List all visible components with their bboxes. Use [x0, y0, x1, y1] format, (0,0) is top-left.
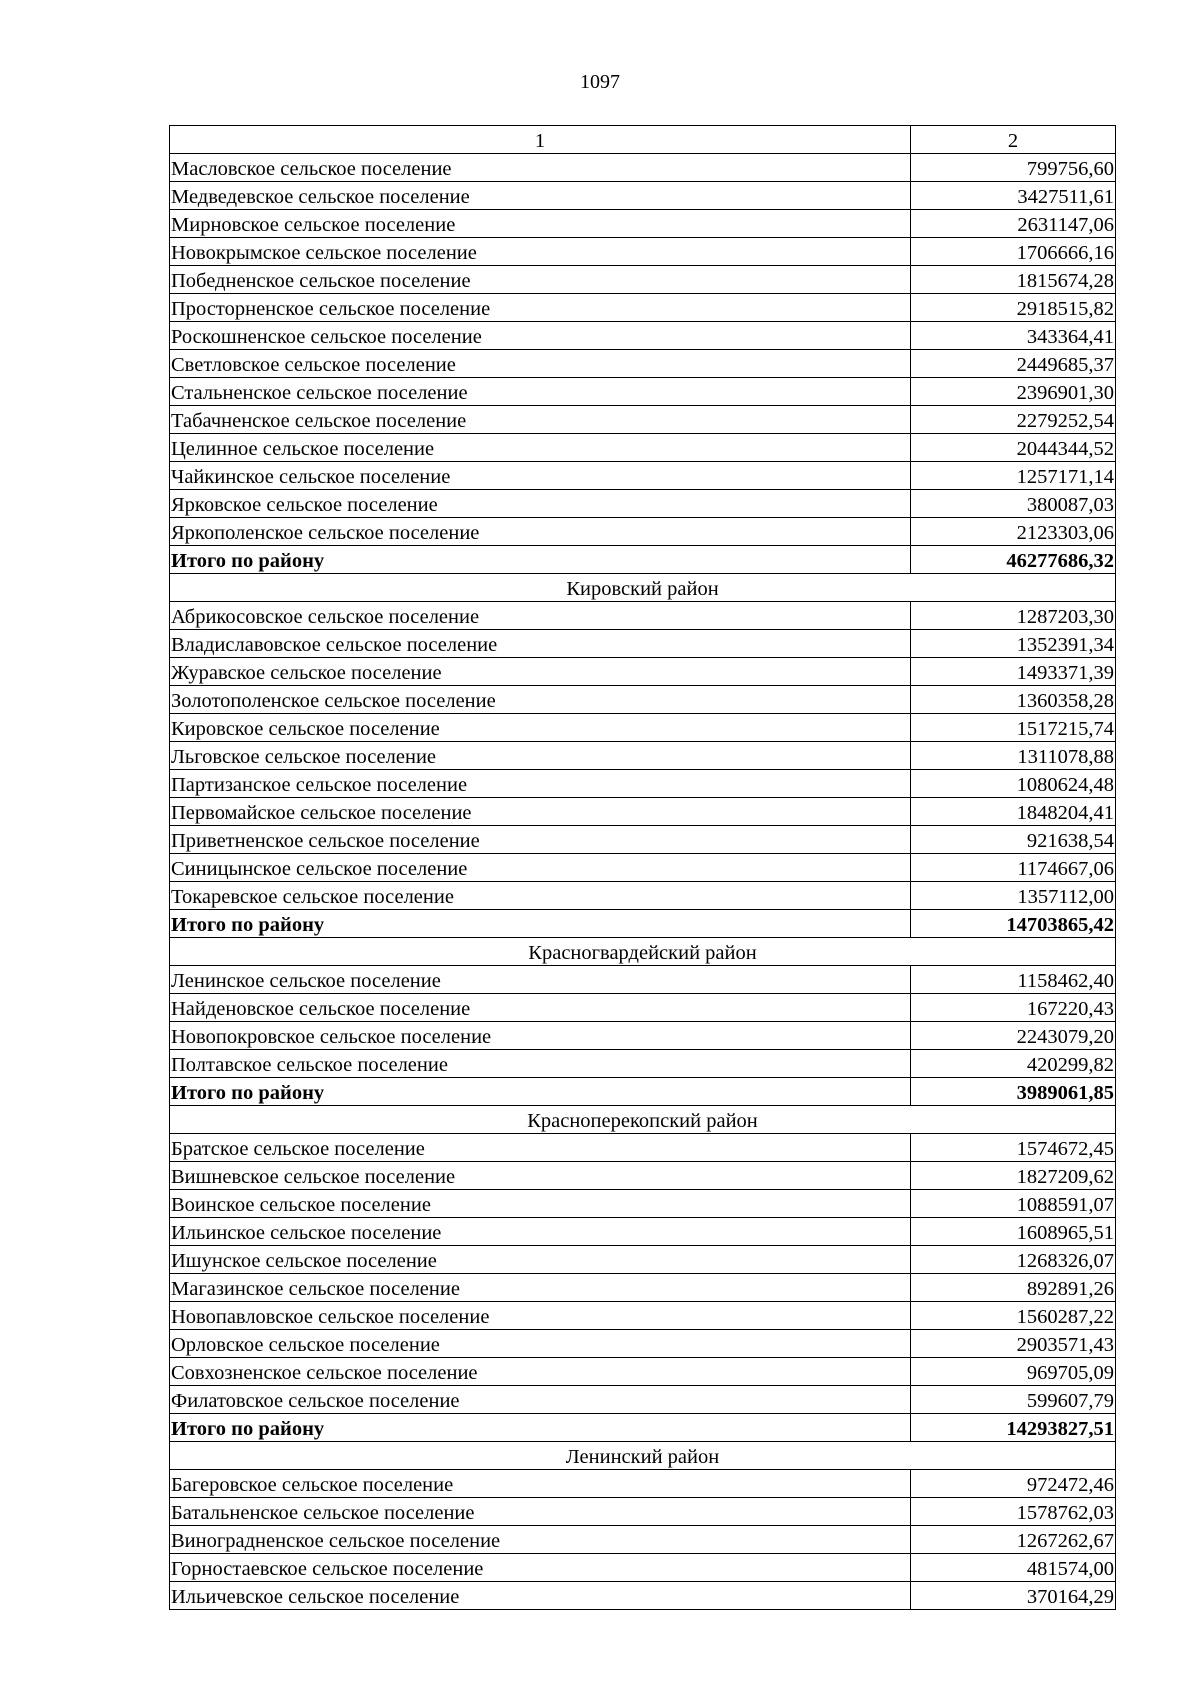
- amount-value: 969705,09: [911, 1358, 1116, 1386]
- settlement-name: Журавское сельское поселение: [170, 658, 911, 686]
- settlement-name: Филатовское сельское поселение: [170, 1386, 911, 1414]
- settlement-name: Ярковское сельское поселение: [170, 490, 911, 518]
- amount-value: 1493371,39: [911, 658, 1116, 686]
- table-row: [170, 1302, 1116, 1330]
- amount-value: 972472,46: [911, 1470, 1116, 1498]
- settlement-name: Приветненское сельское поселение: [170, 826, 911, 854]
- settlement-name: Мирновское сельское поселение: [170, 210, 911, 238]
- amount-value: 2918515,82: [911, 294, 1116, 322]
- table-row: [170, 882, 1116, 910]
- settlement-name: Токаревское сельское поселение: [170, 882, 911, 910]
- amount-value: 1815674,28: [911, 266, 1116, 294]
- table-row: [170, 1386, 1116, 1414]
- table-row: [170, 1022, 1116, 1050]
- settlement-name: Целинное сельское поселение: [170, 434, 911, 462]
- district-header-row: [170, 1106, 1116, 1134]
- table-row: [170, 602, 1116, 630]
- table-row: [170, 1526, 1116, 1554]
- district-header-row: [170, 1442, 1116, 1470]
- total-label: Итого по району: [170, 910, 911, 938]
- table-row: [170, 630, 1116, 658]
- settlement-name: Табачненское сельское поселение: [170, 406, 911, 434]
- settlement-name: Новопавловское сельское поселение: [170, 1302, 911, 1330]
- amount-value: 1287203,30: [911, 602, 1116, 630]
- amount-value: 2044344,52: [911, 434, 1116, 462]
- table-row: [170, 1134, 1116, 1162]
- settlement-name: Магазинское сельское поселение: [170, 1274, 911, 1302]
- table-row: [170, 742, 1116, 770]
- table-row: [170, 518, 1116, 546]
- district-total-row: [170, 910, 1116, 938]
- total-value: 46277686,32: [911, 546, 1116, 574]
- total-value: 3989061,85: [911, 1078, 1116, 1106]
- table-row: [170, 210, 1116, 238]
- amount-value: 1267262,67: [911, 1526, 1116, 1554]
- table-row: [170, 658, 1116, 686]
- table-row: [170, 714, 1116, 742]
- table-row: [170, 182, 1116, 210]
- table-row: [170, 994, 1116, 1022]
- settlement-name: Золотополенское сельское поселение: [170, 686, 911, 714]
- settlement-name: Роскошненское сельское поселение: [170, 322, 911, 350]
- table-row: [170, 1246, 1116, 1274]
- amount-value: 1578762,03: [911, 1498, 1116, 1526]
- amount-value: 343364,41: [911, 322, 1116, 350]
- amount-value: 1080624,48: [911, 770, 1116, 798]
- settlement-name: Чайкинское сельское поселение: [170, 462, 911, 490]
- settlement-name: Ишунское сельское поселение: [170, 1246, 911, 1274]
- district-name: Ленинский район: [170, 1442, 1116, 1470]
- settlement-name: Орловское сельское поселение: [170, 1330, 911, 1358]
- table-row: [170, 1582, 1116, 1610]
- budget-table: [169, 125, 1116, 1610]
- district-header-row: [170, 574, 1116, 602]
- column-header-2: 2: [911, 126, 1116, 154]
- district-name: Красноперекопский район: [170, 1106, 1116, 1134]
- amount-value: 1088591,07: [911, 1190, 1116, 1218]
- amount-value: 1608965,51: [911, 1218, 1116, 1246]
- table-row: [170, 294, 1116, 322]
- settlement-name: Ленинское сельское поселение: [170, 966, 911, 994]
- table-row: [170, 770, 1116, 798]
- total-label: Итого по району: [170, 1414, 911, 1442]
- amount-value: 2396901,30: [911, 378, 1116, 406]
- amount-value: 1174667,06: [911, 854, 1116, 882]
- page-number: 1097: [580, 71, 620, 93]
- amount-value: 1352391,34: [911, 630, 1116, 658]
- settlement-name: Масловское сельское поселение: [170, 154, 911, 182]
- table-row: [170, 238, 1116, 266]
- table-row: [170, 322, 1116, 350]
- amount-value: 1560287,22: [911, 1302, 1116, 1330]
- amount-value: 2243079,20: [911, 1022, 1116, 1050]
- table-row: [170, 1498, 1116, 1526]
- district-total-row: [170, 546, 1116, 574]
- amount-value: 1706666,16: [911, 238, 1116, 266]
- settlement-name: Льговское сельское поселение: [170, 742, 911, 770]
- settlement-name: Виноградненское сельское поселение: [170, 1526, 911, 1554]
- table-row: [170, 686, 1116, 714]
- settlement-name: Стальненское сельское поселение: [170, 378, 911, 406]
- amount-value: 2279252,54: [911, 406, 1116, 434]
- amount-value: 1311078,88: [911, 742, 1116, 770]
- table-row: [170, 1330, 1116, 1358]
- amount-value: 2903571,43: [911, 1330, 1116, 1358]
- amount-value: 481574,00: [911, 1554, 1116, 1582]
- table-row: [170, 1554, 1116, 1582]
- table-row: [170, 1358, 1116, 1386]
- settlement-name: Вишневское сельское поселение: [170, 1162, 911, 1190]
- settlement-name: Воинское сельское поселение: [170, 1190, 911, 1218]
- settlement-name: Ильинское сельское поселение: [170, 1218, 911, 1246]
- amount-value: 1517215,74: [911, 714, 1116, 742]
- amount-value: 1848204,41: [911, 798, 1116, 826]
- settlement-name: Светловское сельское поселение: [170, 350, 911, 378]
- table-row: [170, 1162, 1116, 1190]
- total-label: Итого по району: [170, 546, 911, 574]
- amount-value: 1357112,00: [911, 882, 1116, 910]
- amount-value: 380087,03: [911, 490, 1116, 518]
- amount-value: 1574672,45: [911, 1134, 1116, 1162]
- settlement-name: Первомайское сельское поселение: [170, 798, 911, 826]
- settlement-name: Багеровское сельское поселение: [170, 1470, 911, 1498]
- table-row: [170, 1274, 1116, 1302]
- total-label: Итого по району: [170, 1078, 911, 1106]
- settlement-name: Батальненское сельское поселение: [170, 1498, 911, 1526]
- column-header-1: 1: [170, 126, 911, 154]
- table-row: [170, 798, 1116, 826]
- total-value: 14293827,51: [911, 1414, 1116, 1442]
- amount-value: 1158462,40: [911, 966, 1116, 994]
- amount-value: 2449685,37: [911, 350, 1116, 378]
- district-total-row: [170, 1078, 1116, 1106]
- amount-value: 1257171,14: [911, 462, 1116, 490]
- table-row: [170, 266, 1116, 294]
- amount-value: 370164,29: [911, 1582, 1116, 1610]
- total-value: 14703865,42: [911, 910, 1116, 938]
- amount-value: 921638,54: [911, 826, 1116, 854]
- settlement-name: Партизанское сельское поселение: [170, 770, 911, 798]
- amount-value: 2123303,06: [911, 518, 1116, 546]
- district-name: Красногвардейский район: [170, 938, 1116, 966]
- settlement-name: Владиславовское сельское поселение: [170, 630, 911, 658]
- table-row: [170, 490, 1116, 518]
- table-row: [170, 378, 1116, 406]
- amount-value: 892891,26: [911, 1274, 1116, 1302]
- settlement-name: Новокрымское сельское поселение: [170, 238, 911, 266]
- district-header-row: [170, 938, 1116, 966]
- settlement-name: Синицынское сельское поселение: [170, 854, 911, 882]
- table-row: [170, 154, 1116, 182]
- settlement-name: Братское сельское поселение: [170, 1134, 911, 1162]
- amount-value: 799756,60: [911, 154, 1116, 182]
- table-row: [170, 826, 1116, 854]
- table-row: [170, 462, 1116, 490]
- settlement-name: Совхозненское сельское поселение: [170, 1358, 911, 1386]
- table-row: [170, 434, 1116, 462]
- settlement-name: Ильичевское сельское поселение: [170, 1582, 911, 1610]
- district-name: Кировский район: [170, 574, 1116, 602]
- settlement-name: Просторненское сельское поселение: [170, 294, 911, 322]
- settlement-name: Горностаевское сельское поселение: [170, 1554, 911, 1582]
- amount-value: 3427511,61: [911, 182, 1116, 210]
- amount-value: 2631147,06: [911, 210, 1116, 238]
- settlement-name: Абрикосовское сельское поселение: [170, 602, 911, 630]
- table-row: [170, 406, 1116, 434]
- table-row: [170, 350, 1116, 378]
- table-header-row: [170, 126, 1116, 154]
- table-row: [170, 854, 1116, 882]
- settlement-name: Новопокровское сельское поселение: [170, 1022, 911, 1050]
- table-row: [170, 1470, 1116, 1498]
- settlement-name: Победненское сельское поселение: [170, 266, 911, 294]
- settlement-name: Яркополенское сельское поселение: [170, 518, 911, 546]
- table-row: [170, 1050, 1116, 1078]
- table-row: [170, 1190, 1116, 1218]
- settlement-name: Медведевское сельское поселение: [170, 182, 911, 210]
- settlement-name: Кировское сельское поселение: [170, 714, 911, 742]
- amount-value: 599607,79: [911, 1386, 1116, 1414]
- table-body: [170, 126, 1116, 1610]
- amount-value: 1360358,28: [911, 686, 1116, 714]
- settlement-name: Полтавское сельское поселение: [170, 1050, 911, 1078]
- table-row: [170, 966, 1116, 994]
- settlement-name: Найденовское сельское поселение: [170, 994, 911, 1022]
- amount-value: 420299,82: [911, 1050, 1116, 1078]
- table-row: [170, 1218, 1116, 1246]
- district-total-row: [170, 1414, 1116, 1442]
- amount-value: 1268326,07: [911, 1246, 1116, 1274]
- amount-value: 167220,43: [911, 994, 1116, 1022]
- amount-value: 1827209,62: [911, 1162, 1116, 1190]
